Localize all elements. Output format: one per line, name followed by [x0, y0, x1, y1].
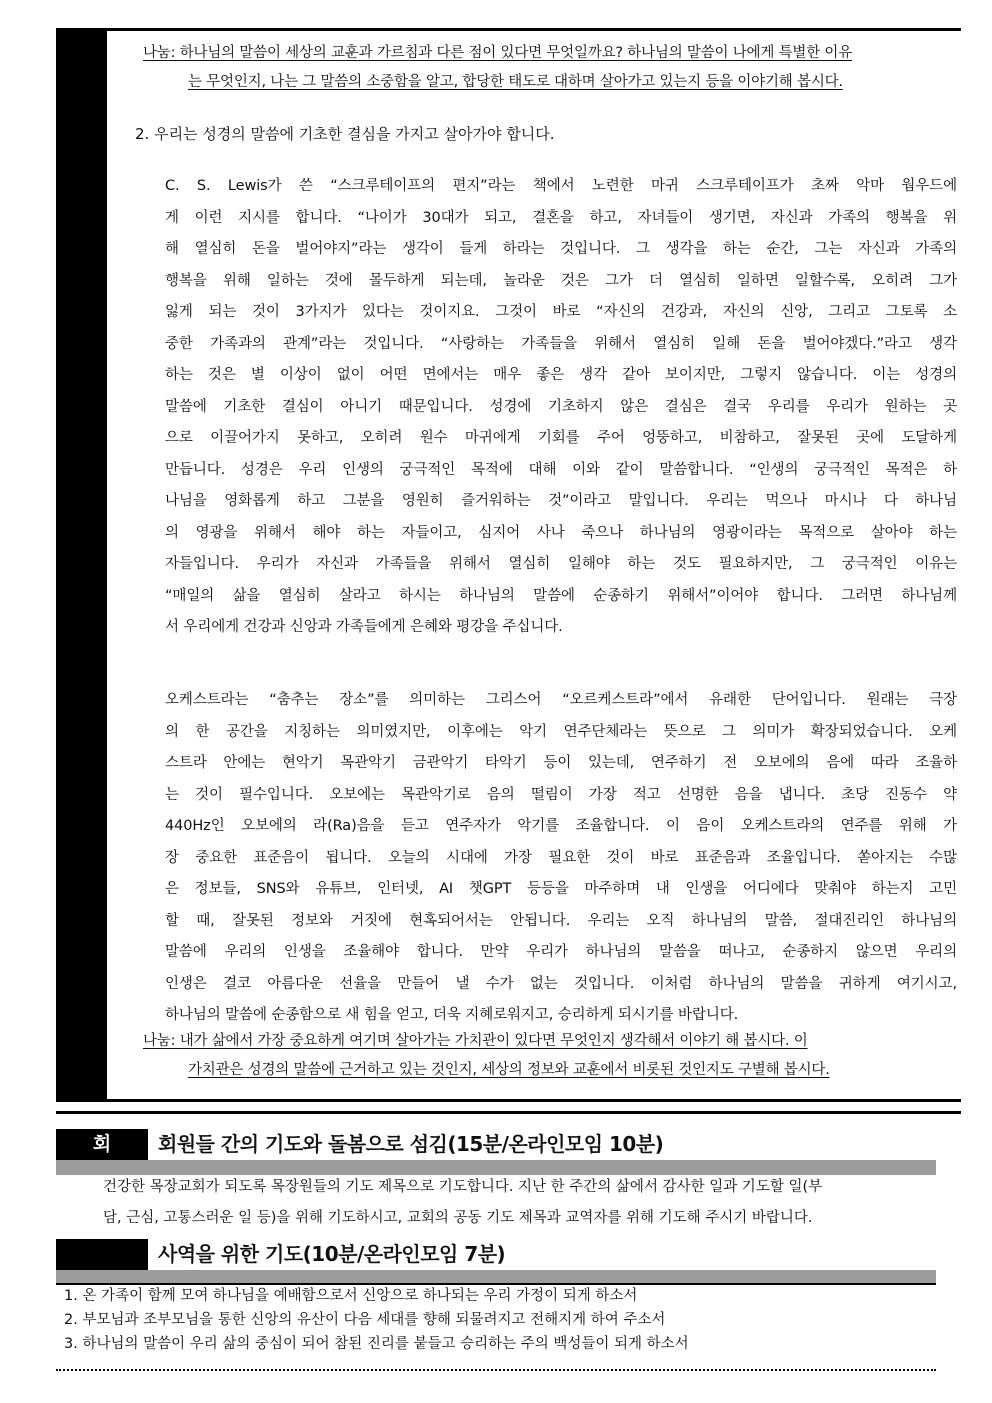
- share-line-2: 는 무엇인지, 나는 그 말씀의 소중함을 알고, 합당한 태도로 대하며 살아가고 있는지 등을 이야기해 봅시다.: [188, 74, 843, 90]
- paragraph-line: 잃게 되는 것이 3가지가 있다는 것이지요. 그것이 바로 “자신의 건강과, 자신의 신앙, 그리고 그토록 소: [165, 304, 957, 320]
- paragraph-line: 중한 가족과의 관계”라는 것입니다. “사랑하는 가족들을 위해서 열심히 일해 돈을 벌어야겠다.”라고 생각: [165, 335, 957, 352]
- section-header-prayer-care: [56, 1129, 936, 1175]
- section-gray-band: [56, 1270, 936, 1285]
- text-line: 건강한 목장교회가 되도록 목장원들의 기도 제목으로 기도합니다. 지난 한 주간의 삶에서 감사한 일과 기도할 일(부: [103, 1179, 823, 1195]
- paragraph-line: 스트라 안에는 현악기 목관악기 금관악기 타악기 등이 있는데, 연주하기 전 오보에의 음에 따라 조율하: [165, 755, 957, 771]
- paragraph-line: 은 정보들, SNS와 유튜브, 인터넷, AI 챗GPT 등등을 마주하며 내 인생을 어디에다 맞춰야 하는지 고민: [165, 881, 957, 897]
- sermon-frame: [56, 28, 961, 1102]
- paragraph-line: 하나님의 말씀에 순종함으로 새 힘을 얻고, 더욱 지혜로워지고, 승리하게 되시기를 바랍니다.: [165, 1007, 739, 1023]
- paragraph-line: 자들입니다. 우리가 자신과 가족들을 위해서 열심히 일해야 하는 것도 필요하지만, 그 궁극적인 이유는: [165, 556, 957, 572]
- share-question-bottom: [143, 1027, 957, 1085]
- paragraph-line: 행복을 위해 일하는 것에 몰두하게 되는데, 놀라운 것은 그가 더 열심히 일하면 일할수록, 오히려 그가: [165, 272, 957, 289]
- paragraph-line: “매일의 삶을 열심히 살라고 하시는 하나님의 말씀에 순종하기 위해서”이어야 합니다. 그러면 하나님께: [165, 587, 957, 604]
- section-title: 사역을 위한 기도(10분/온라인모임 7분): [158, 1242, 506, 1266]
- paragraph-orchestra: [165, 685, 957, 1032]
- share-line-2: 가치관은 성경의 말씀에 근거하고 있는 것인지, 세상의 정보와 교훈에서 비롯된 것인지도 구별해 봅시다.: [188, 1062, 830, 1078]
- prayer-care-text: [103, 1172, 923, 1234]
- section-divider: [56, 1111, 961, 1114]
- ministry-prayer-list: [64, 1284, 924, 1356]
- paragraph-lewis: [165, 171, 957, 644]
- share-line-1: 나눔: 내가 삶에서 가장 중요하게 여기며 살아가는 가치관이 있다면 무엇인지 생각해서 이야기 해 봅시다. 이: [143, 1033, 808, 1049]
- paragraph-line: 나님을 영화롭게 하고 그분을 영원히 즐거워하는 것”이라고 말입니다. 우리는 먹으나 마시나 다 하나님: [165, 493, 957, 509]
- paragraph-line: 해 열심히 돈을 벌어야지”라는 생각이 들게 하라는 것입니다. 그 생각을 하는 순간, 그는 자신과 가족의: [165, 241, 957, 257]
- paragraph-line: 게 이런 지시를 합니다. “나이가 30대가 되고, 결혼을 하고, 자녀들이 생기면, 자신과 가족의 행복을 위: [165, 209, 957, 226]
- paragraph-line: 말씀에 우리의 인생을 조율해야 합니다. 만약 우리가 하나님의 말씀을 떠나고, 순종하지 않으면 우리의: [165, 944, 957, 960]
- section-tag: [56, 1239, 148, 1270]
- sermon-content: [107, 31, 961, 1099]
- paragraph-line: 의 영광을 위해서 해야 하는 자들이고, 심지어 사나 죽으나 하나님의 영광이라는 목적으로 살아야 하는: [165, 524, 957, 541]
- paragraph-line: 하는 것은 별 이상이 없이 어떤 면에서는 매우 좋은 생각 같아 보이지만, 그렇지 않습니다. 이는 성경의: [165, 367, 957, 383]
- paragraph-line: 440Hz인 오보에의 라(Ra)음을 듣고 연주자가 악기를 조율합니다. 이 음이 오케스트라의 연주를 위해 가: [165, 818, 957, 834]
- prayer-item: 2. 부모님과 조부모님을 통한 신앙의 유산이 다음 세대를 향해 되물려지고 전해지게 하여 주소서: [64, 1312, 666, 1328]
- paragraph-line: 할 때, 잘못된 정보와 거짓에 현혹되어서는 안됩니다. 우리는 오직 하나님의 말씀, 절대진리인 하나님의: [165, 912, 957, 929]
- paragraph-line: 는 것이 필수입니다. 오보에는 목관악기로 음의 떨림이 가장 적고 선명한 음을 냅니다. 초당 진동수 약: [165, 786, 957, 803]
- section-tag: 회: [56, 1129, 148, 1160]
- paragraph-line: 만듭니다. 성경은 우리 인생의 궁극적인 목적에 대해 이와 같이 말씀합니다. “인생의 궁극적인 목적은 하: [165, 461, 957, 478]
- share-line-1: 나눔: 하나님의 말씀이 세상의 교훈과 가르침과 다른 점이 있다면 무엇일까요? 하나님의 말씀이 나에게 특별한 이유: [143, 45, 853, 61]
- prayer-item: 3. 하나님의 말씀이 우리 삶의 중심이 되어 참된 진리를 붙들고 승리하는 주의 백성들이 되게 하소서: [64, 1336, 689, 1352]
- left-black-bar: [56, 31, 107, 1099]
- text-line: 담, 근심, 고통스러운 일 등)을 위해 기도하시고, 교회의 공동 기도 제목과 교역자를 위해 기도해 주시기 바랍니다.: [103, 1210, 813, 1226]
- point-heading: 2. 우리는 성경의 말씀에 기초한 결심을 가지고 살아가야 합니다.: [135, 125, 555, 143]
- paragraph-line: 의 한 공간을 지칭하는 의미였지만, 이후에는 악기 연주단체라는 뜻으로 그 의미가 확장되었습니다. 오케: [165, 723, 957, 740]
- share-question-top: [143, 39, 957, 97]
- paragraph-line: 서 우리에게 건강과 신앙과 가족들에게 은혜와 평강을 주십니다.: [165, 619, 563, 635]
- paragraph-line: 인생은 결코 아름다운 선율을 만들어 낼 수가 없는 것입니다. 이처럼 하나님의 말씀을 귀하게 여기시고,: [165, 975, 957, 992]
- paragraph-line: 오케스트라는 “춤추는 장소”를 의미하는 그리스어 “오르케스트라”에서 유래한 단어입니다. 원래는 극장: [165, 692, 957, 708]
- paragraph-line: 장 중요한 표준음이 됩니다. 오늘의 시대에 가장 필요한 것이 바로 표준음과 조율입니다. 쏟아지는 수많: [165, 849, 957, 866]
- section-title: 회원들 간의 기도와 돌봄으로 섬김(15분/온라인모임 10분): [158, 1132, 664, 1156]
- section-header-ministry-prayer: [56, 1239, 936, 1285]
- paragraph-line: 말씀에 기초한 결심이 아니기 때문입니다. 성경에 기초하지 않은 결심은 결국 우리를 우리가 원하는 곳: [165, 398, 957, 415]
- paragraph-line: C. S. Lewis가 쓴 “스크루테이프의 편지”라는 책에서 노련한 마귀 스크루테이프가 초짜 악마 웜우드에: [165, 178, 957, 194]
- prayer-item: 1. 온 가족이 함께 모여 하나님을 예배함으로서 신앙으로 하나되는 우리 가정이 되게 하소서: [64, 1288, 638, 1304]
- dotted-divider: [56, 1369, 936, 1371]
- paragraph-line: 으로 이끌어가지 못하고, 오히려 원수 마귀에게 기회를 주어 엉뚱하고, 비참하고, 잘못된 곳에 도달하게: [165, 430, 957, 446]
